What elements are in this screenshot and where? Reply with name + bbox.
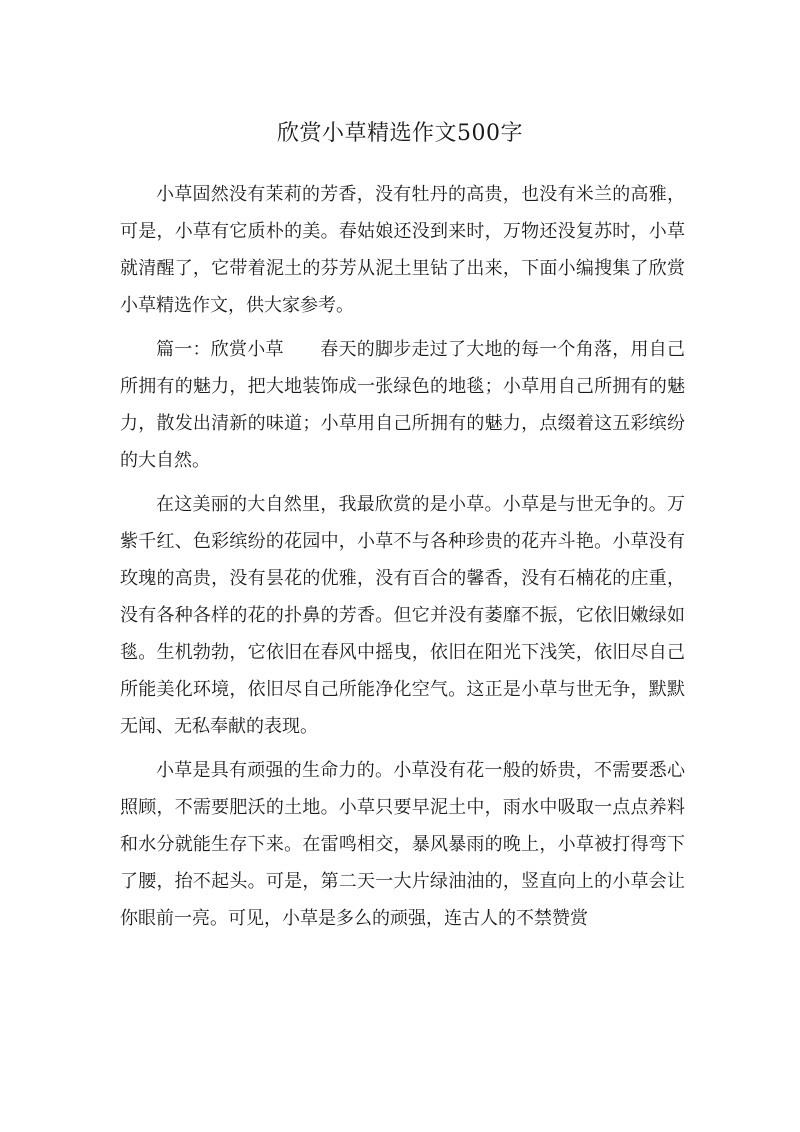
paragraph-intro: 小草固然没有茉莉的芳香，没有牡丹的高贵，也没有米兰的高雅，可是，小草有它质朴的美。春姑娘还没到来时，万物还没复苏时，小草就清醒了，它带着泥土的芬芳从泥土里钻了出来，下面小编搜集了欣赏小草精选作文，供大家参考。 <box>120 184 685 316</box>
document-body <box>120 176 685 944</box>
paragraph-essay-one-opening: 篇一：欣赏小草 春天的脚步走过了大地的每一个角落，用自己所拥有的魅力，把大地装饰成一张绿色的地毯；小草用自己所拥有的魅力，散发出清新的味道；小草用自己所拥有的魅力，点缀着这五彩缤纷的大自然。 <box>120 339 685 471</box>
document-title: 欣赏小草精选作文500字 <box>277 121 523 146</box>
paragraph-grass-tenacious: 小草是具有顽强的生命力的。小草没有花一般的娇贵，不需要悉心照顾，不需要肥沃的土地。小草只要早泥土中，雨水中吸取一点点养料和水分就能生存下来。在雷鸣相交，暴风暴雨的晚上，小草被打得弯下了腰，抬不起头。可是，第二天一大片绿油油的，竖直向上的小草会让你眼前一亮。可见，小草是多么的顽强，连古人的不禁赞赏 <box>120 760 685 929</box>
paragraph-grass-humble: 在这美丽的大自然里，我最欣赏的是小草。小草是与世无争的。万紫千红、色彩缤纷的花园中，小草不与各种珍贵的花卉斗艳。小草没有玫瑰的高贵，没有昙花的优雅，没有百合的馨香，没有石楠花的庄重，没有各种各样的花的扑鼻的芳香。但它并没有萎靡不振，它依旧嫩绿如毯。生机勃勃，它依旧在春风中摇曳，依旧在阳光下浅笑，依旧尽自己所能美化环境，依旧尽自己所能净化空气。这正是小草与世无争，默默无闻、无私奉献的表现。 <box>120 494 685 737</box>
